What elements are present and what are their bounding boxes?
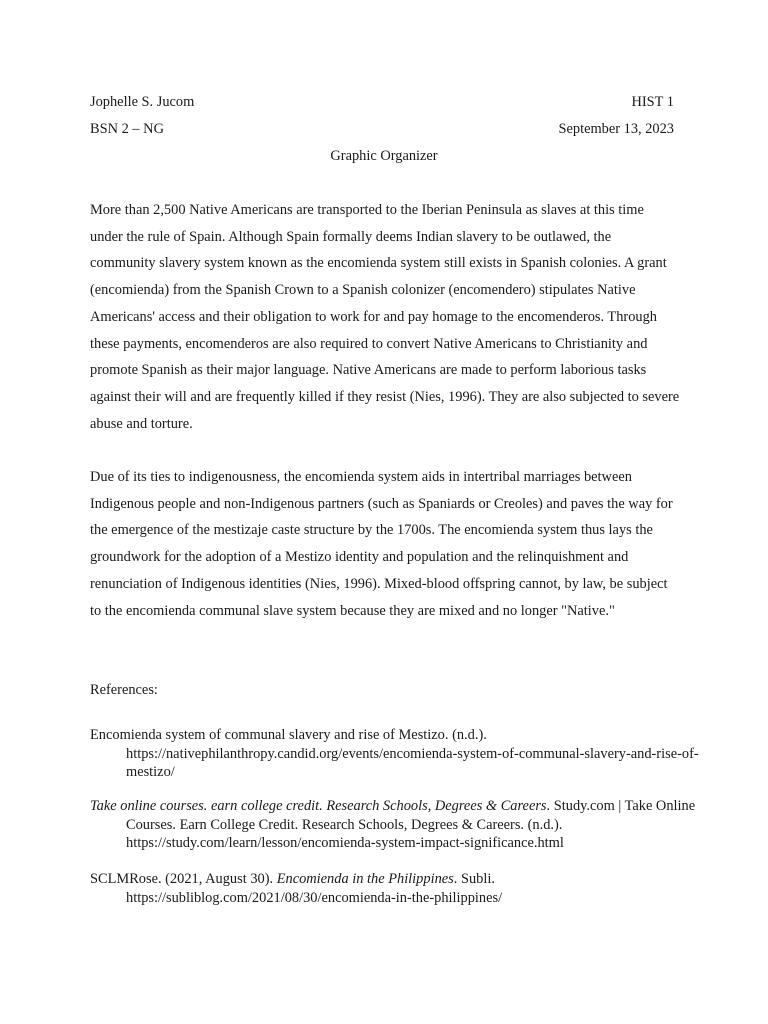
reference-text: . Study.com | Take Online Courses. Earn College Credit. Research Schools, Degrees & Careers. (n.d.). [126, 798, 696, 833]
reference-text: SCLMRose. (2021, August 30). [90, 871, 277, 887]
reference-entry [90, 870, 716, 907]
references-heading: References: [90, 682, 158, 698]
reference-italic-title: Encomienda in the Philippines [276, 871, 454, 887]
reference-italic-title: Take online courses. earn college credit. Research Schools, Degrees & Careers [90, 798, 547, 814]
section-label: BSN 2 – NG [90, 121, 164, 137]
reference-entry [90, 797, 716, 853]
reference-text: . Subli. [453, 871, 495, 887]
document-date: September 13, 2023 [558, 121, 674, 137]
course-code: HIST 1 [631, 94, 674, 110]
reference-url: https://subliblog.com/2021/08/30/encomienda-in-the-philippines/ [126, 889, 503, 906]
author-name: Jophelle S. Jucom [90, 94, 195, 110]
reference-url: https://study.com/learn/lesson/encomienda-system-impact-significance.html [126, 835, 564, 851]
reference-entry [90, 726, 716, 782]
reference-text: Encomienda system of communal slavery and rise of Mestizo. (n.d.). [90, 727, 487, 743]
body-paragraph-2: Due of its ties to indigenousness, the encomienda system aids in intertribal marriages between Indigenous people and non-Indigenous partners (such as Spaniards or Creoles) and paves the way for the emergence of the mestizaje caste structure by the 1700s. The encomienda system thus lays the groundwork for the adoption of a Mestizo identity and population and the relinquishment and renunciation of Indigenous identities (Nies, 1996). Mixed-blood offspring cannot, by law, be subject to the encomienda communal slave system because they are mixed and no longer "Native." [90, 469, 673, 619]
document-title: Graphic Organizer [330, 148, 438, 164]
body-paragraph-1: More than 2,500 Native Americans are transported to the Iberian Peninsula as slaves at this time under the rule of Spain. Although Spain formally deems Indian slavery to be outlawed, the community slavery system known as the encomienda system still exists in Spanish colonies. A grant (encomienda) from the Spanish Crown to a Spanish colonizer (encomendero) stipulates Native Americans' access and their obligation to work for and pay homage to the encomenderos. Through these payments, encomenderos are also required to convert Native Americans to Christianity and promote Spanish as their major language. Native Americans are made to perform laborious tasks against their will and are frequently killed if they resist (Nies, 1996). They are also subjected to severe abuse and torture. [90, 202, 680, 432]
reference-url: https://nativephilanthropy.candid.org/events/encomienda-system-of-communal-slavery-and-rise-of-mestizo/ [126, 745, 699, 780]
